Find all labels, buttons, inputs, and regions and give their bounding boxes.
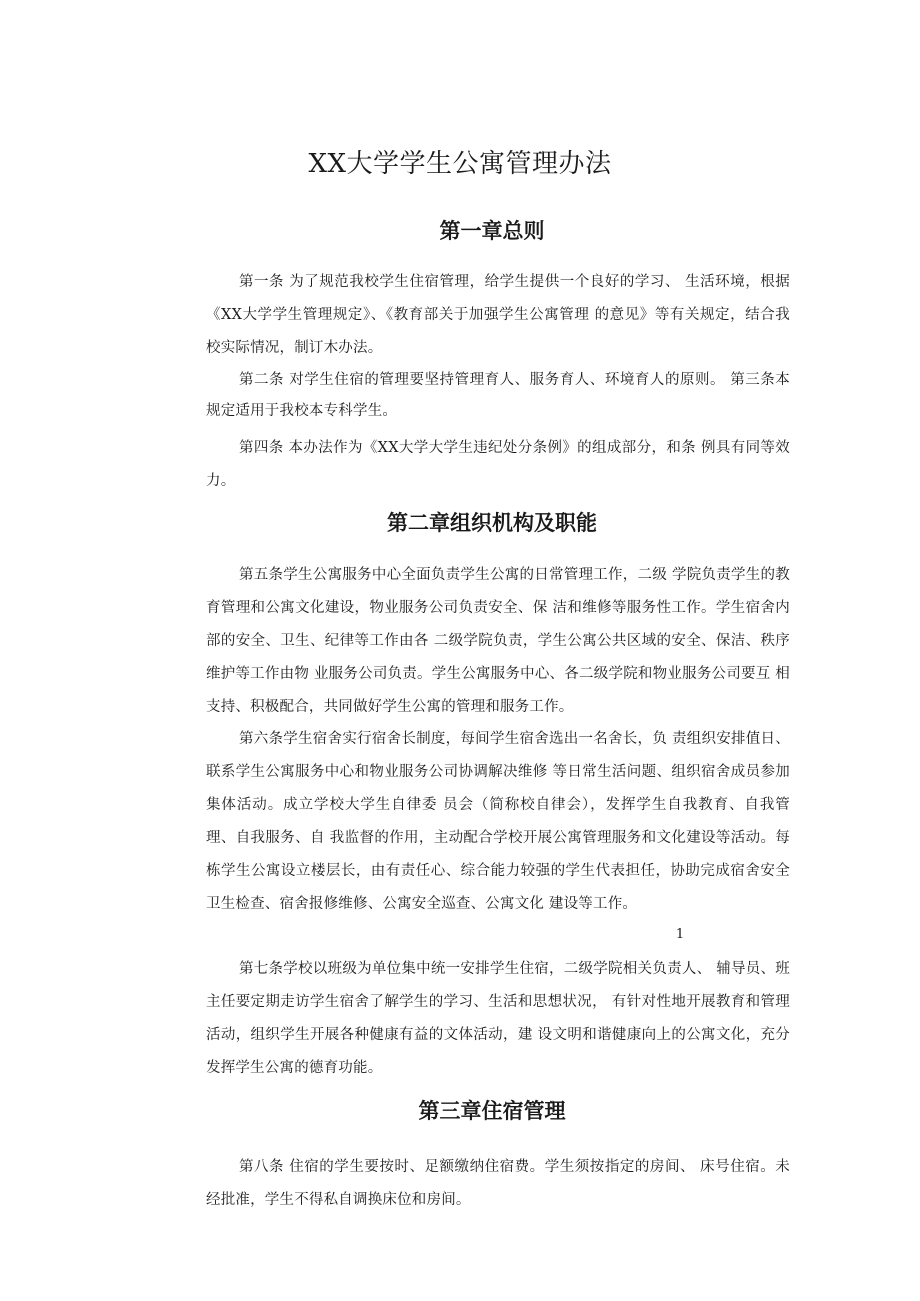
article-4: 第四条 本办法作为《XX大学大学生违纪处分条例》的组成部分，和条 例具有同等效力。	[206, 440, 790, 489]
chapter-1-heading: 第一章总则	[439, 219, 545, 243]
article-1: 第一条 为了规范我校学生住宿管理，给学生提供一个良好的学习、 生活环境，根据《XX大学学生管理规定》、《教育部关于加强学生公寓管理 的意见》等有关规定，结合我校实际情况，制订木办法。	[206, 274, 790, 356]
page-number: 1	[675, 927, 685, 942]
document-title: XX大学学生公寓管理办法	[308, 149, 612, 179]
article-5: 第五条学生公寓服务中心全面负责学生公寓的日常管理工作，二级 学院负责学生的教育管理和公寓文化建设，物业服务公司负责安全、保 洁和维修等服务性工作。学生宿舍内部的安全、卫生、纪律等工作由各 二级学院负责，学生公寓公共区域的安全、保洁、秩序维护等工作由物 业服务公司负责。学生公寓服务中心、各二级学院和物业服务公司要互 相支持、积极配合，共同做好学生公寓的管理和服务工作。	[206, 567, 790, 715]
article-2-3: 第二条 对学生住宿的管理要坚持管理育人、服务育人、环境育人的原则。 第三条本规定适用于我校本专科学生。	[206, 372, 790, 419]
chapter-3-heading: 第三章住宿管理	[418, 1099, 566, 1123]
article-7: 第七条学校以班级为单位集中统一安排学生住宿，二级学院相关负责人、 辅导员、班主任要定期走访学生宿舍了解学生的学习、生活和思想状况， 有针对性地开展教育和管理活动，组织学生开展各种健康有益的文体活动，建 设文明和谐健康向上的公寓文化，充分发挥学生公寓的德育功能。	[206, 961, 790, 1076]
chapter-2-heading: 第二章组织机构及职能	[387, 511, 597, 535]
article-8: 第八条 住宿的学生要按时、足额缴纳住宿费。学生须按指定的房间、 床号住宿。未经批准，学生不得私自调换床位和房间。	[206, 1159, 790, 1208]
article-6: 第六条学生宿舍实行宿舍长制度，每间学生宿舍选出一名舍长，负 责组织安排值日、联系学生公寓服务中心和物业服务公司协调解决维修 等日常生活问题、组织宿舍成员参加集体活动。成立学校大学生自律委 员会（简称校自律会），发挥学生自我教育、自我管理、自我服务、自 我监督的作用，主动配合学校开展公寓管理服务和文化建设等活动。每 栋学生公寓设立楼层长，由有责任心、综合能力较强的学生代表担任，协助完成宿舍安全卫生检查、宿舍报修维修、公寓安全巡查、公寓文化 建设等工作。	[206, 731, 790, 912]
